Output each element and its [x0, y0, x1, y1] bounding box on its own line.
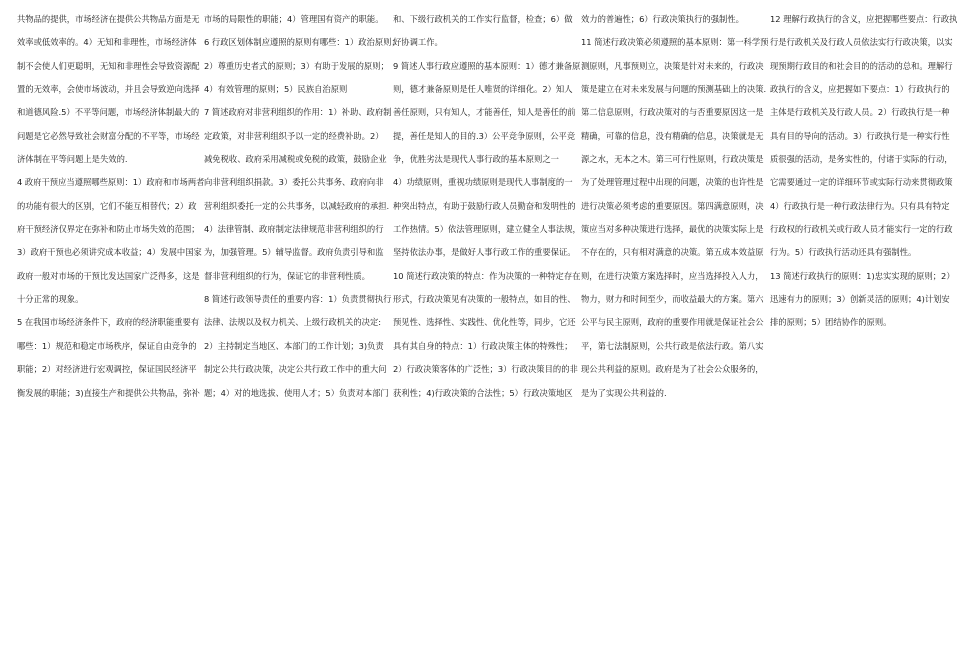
text-line: 获利性；4)行政决策的合法性；5）行政决策地区 — [393, 387, 573, 398]
text-line: 哪些：1）规范和稳定市场秩序，保证自由竞争的 — [17, 340, 197, 351]
text-line: 行政权的行政机关或行政人员才能实行一定的行政 — [770, 224, 953, 235]
text-line: 进行决策必须考虑的重要原因。第四满意原则，决 — [581, 200, 764, 211]
text-line: 公平与民主原则，政府的重要作用就是保证社会公 — [581, 317, 764, 328]
text-line: 是为了实现公共利益的. — [581, 387, 667, 398]
text-line: 具有其自身的特点：1）行政决策主体的特殊性； — [393, 340, 573, 351]
text-line: 测原则，凡事预则立，决策是针对未来的，行政决 — [581, 60, 764, 71]
text-line: 10 简述行政决策的特点：作为决策的一种特定存在 — [393, 270, 581, 281]
text-line: 府干预经济仅界定在弥补和防止市场失效的范围； — [17, 224, 200, 235]
text-line: 2）尊重历史者式的原则；3）有助于发展的原则； — [204, 60, 389, 71]
text-line: 12 理解行政执行的含义，应把握哪些要点：行政执 — [770, 14, 957, 24]
text-line: 平，第七法制原则，公共行政是依法行政。第八实 — [581, 340, 764, 351]
text-line: 共物品的提供，市场经济在提供公共物品方面是无 — [17, 14, 200, 24]
text-line: 职能；2）对经济进行宏观调控，保证国民经济平 — [17, 364, 197, 375]
text-line: 提，善任是知人的目的.3）公平竞争原则，公平竞 — [393, 130, 576, 141]
text-line: 和、下级行政机关的工作实行监督，检查；6）做 — [393, 14, 573, 24]
text-line: 营利组织委托一定的公共事务，以减轻政府的承担. — [204, 200, 390, 211]
text-line: 11 简述行政决策必须遵照的基本原则：第一科学预 — [581, 37, 769, 48]
text-line: 坚持依法办事，是做好人事行政工作的重要保证。 — [393, 247, 576, 258]
text-line: 9 简述人事行政应遵照的基本原则：1）德才兼备原 — [393, 60, 581, 71]
text-column-5 — [770, 8, 957, 335]
text-line: 预见性、选择性、实践性、优化性等，同步，它还 — [393, 317, 576, 328]
text-line: 法律、法规以及权力机关、上级行政机关的决定: — [204, 317, 382, 328]
text-line: 2）主持制定当地区、本部门的工作计划；3)负责 — [204, 340, 384, 351]
text-line: 形式，行政决策见有决策的一般特点，如目的性、 — [393, 294, 576, 305]
text-line: 工作热情。5）依法管理原则，建立健全人事法规， — [393, 224, 581, 235]
text-line: 6 行政区划体制应遵照的原则有哪些：1）政治原则； — [204, 37, 400, 48]
text-line: 则，德才兼备原则是任人唯贤的详细化。2）知人 — [393, 84, 573, 95]
text-line: 不存在的，只有相对满意的决策。第五成本效益原 — [581, 247, 764, 258]
text-line: 行是行政机关及行政人员依法实行行政决策，以实 — [770, 37, 953, 48]
text-line: 市场的局限性的职能；4）管理国有资产的职能。 — [204, 14, 384, 24]
text-column-2 — [204, 8, 400, 405]
text-column-1 — [17, 8, 205, 405]
text-line: 现预期行政目的和社会目的的活动的总和。理解行 — [770, 60, 953, 71]
text-line: 7 简述政府对非营利组织的作用：1）补助、政府制 — [204, 107, 392, 118]
text-line: 迅速有力的原则；3）创新灵活的原则；4)计划安 — [770, 294, 950, 305]
text-line: 主体是行政机关及行政人员。2）行政执行是一种 — [770, 107, 950, 118]
text-line: 排的原则；5）团结协作的原则。 — [770, 317, 892, 328]
text-line: 4）行政执行是一种行政法律行为。只有具有特定 — [770, 200, 950, 211]
text-line: 物力，财力和时间至少，而收益最大的方案。第六 — [581, 294, 764, 305]
text-line: 策是建立在对未来发展与问题的预测基础上的决策. — [581, 84, 767, 95]
text-line: 4）法律管制、政府制定法律规范非营利组织的行 — [204, 224, 384, 235]
text-line: 和道德风险.5）不平等问题，市场经济体制最大的 — [17, 107, 200, 118]
text-line: 13 简述行政执行的原则：1)忠实实现的原则；2） — [770, 270, 955, 281]
text-line: 督非营利组织的行为，保证它的非营利性质。 — [204, 270, 370, 281]
text-line: 的功能有很大的区别，它们不能互相替代；2）政 — [17, 200, 197, 211]
text-line: 具有目的导向的活动。3）行政执行是一种实行性 — [770, 130, 950, 141]
text-line: 2）行政决策客体的广泛性；3）行政决策目的的非 — [393, 364, 578, 375]
text-line: 3）政府干预也必须讲究成本收益；4）发展中国家 — [17, 247, 202, 258]
text-line: 效力的普遍性；6）行政决策执行的强制性。 — [581, 14, 744, 24]
text-line: 衡发展的职能；3)直接生产和提供公共物品，弥补 — [17, 387, 200, 398]
text-line: 定政策，对非营利组织予以一定的经费补助。2） — [204, 130, 384, 141]
text-line: 它需要通过一定的详细环节或实际行动来贯彻政策 — [770, 177, 953, 188]
text-line: 8 简述行政领导责任的重要内容：1）负责贯彻执行 — [204, 294, 392, 305]
text-line: 5 在我国市场经济条件下，政府的经济职能重要有 — [17, 317, 200, 328]
text-column-3 — [393, 8, 581, 405]
text-line: 精确，可靠的信息，没有精确的信息，决策就是无 — [581, 130, 764, 141]
text-line: 争，优胜劣汰是现代人事行政的基本原则之一 — [393, 154, 559, 165]
text-line: 源之水，无本之木。第三可行性原则，行政决策是 — [581, 154, 764, 165]
text-line: 则，在进行决策方案选择时，应当选择投入人力， — [581, 270, 764, 281]
text-line: 质很强的活动，是务实性的，付诸于实际的行动， — [770, 154, 953, 165]
text-line: 减免税收、政府采用减税或免税的政策，鼓励企业 — [204, 154, 387, 165]
text-line: 第二信息原则，行政决策对的与否重要原因这一是 — [581, 107, 764, 118]
text-line: 制不会使人们更聪明，无知和非理性会导致资源配 — [17, 60, 200, 71]
text-line: 现公共利益的原则。政府是为了社会公众服务的， — [581, 364, 764, 375]
text-line: 为了处理管理过程中出现的问题，决策的也许性是 — [581, 177, 764, 188]
text-line: 问题是它必然导致社会财富分配的不平等，市场经 — [17, 130, 200, 141]
text-line: 策应当对多种决策进行选择，最优的决策实际上是 — [581, 224, 764, 235]
text-line: 向非营利组织捐款。3）委托公共事务、政府向非 — [204, 177, 384, 188]
text-line: 4）有效管理的原则；5）民族自治原则 — [204, 84, 348, 95]
text-line: 制定公共行政决策，决定公共行政工作中的重大问 — [204, 364, 387, 375]
text-line: 济体制在平等问题上是失效的. — [17, 154, 128, 165]
text-line: 4）功绩原则，重视功绩原则是现代人事制度的一 — [393, 177, 573, 188]
text-line: 效率或低效率的。4）无知和非理性，市场经济体 — [17, 37, 197, 48]
text-column-4 — [581, 8, 769, 405]
text-line: 善任原则，只有知人，才能善任，知人是善任的前 — [393, 107, 576, 118]
text-line: 政执行的含义，应把握如下要点：1）行政执行的 — [770, 84, 950, 95]
text-line: 十分正常的现象。 — [17, 294, 84, 305]
text-line: 种突出特点，有助于鼓励行政人员勤奋和发明性的 — [393, 200, 576, 211]
text-line: 题；4）对的地选拔、使用人才；5）负责对本部门 — [204, 387, 389, 398]
text-line: 行为。5）行政执行活动还具有强制性。 — [770, 247, 917, 258]
text-line: 4 政府干预应当遵照哪些原则：1）政府和市场两者 — [17, 177, 205, 188]
text-line: 政府一般对市场的干预比发达国家广泛得多，这是 — [17, 270, 200, 281]
text-line: 好协调工作。 — [393, 37, 443, 48]
text-line: 置的无效率，会使市场波动，并且会导致逆向选择 — [17, 84, 200, 95]
text-line: 为，加强管理。5）辅导监督。政府负责引导和监 — [204, 247, 384, 258]
